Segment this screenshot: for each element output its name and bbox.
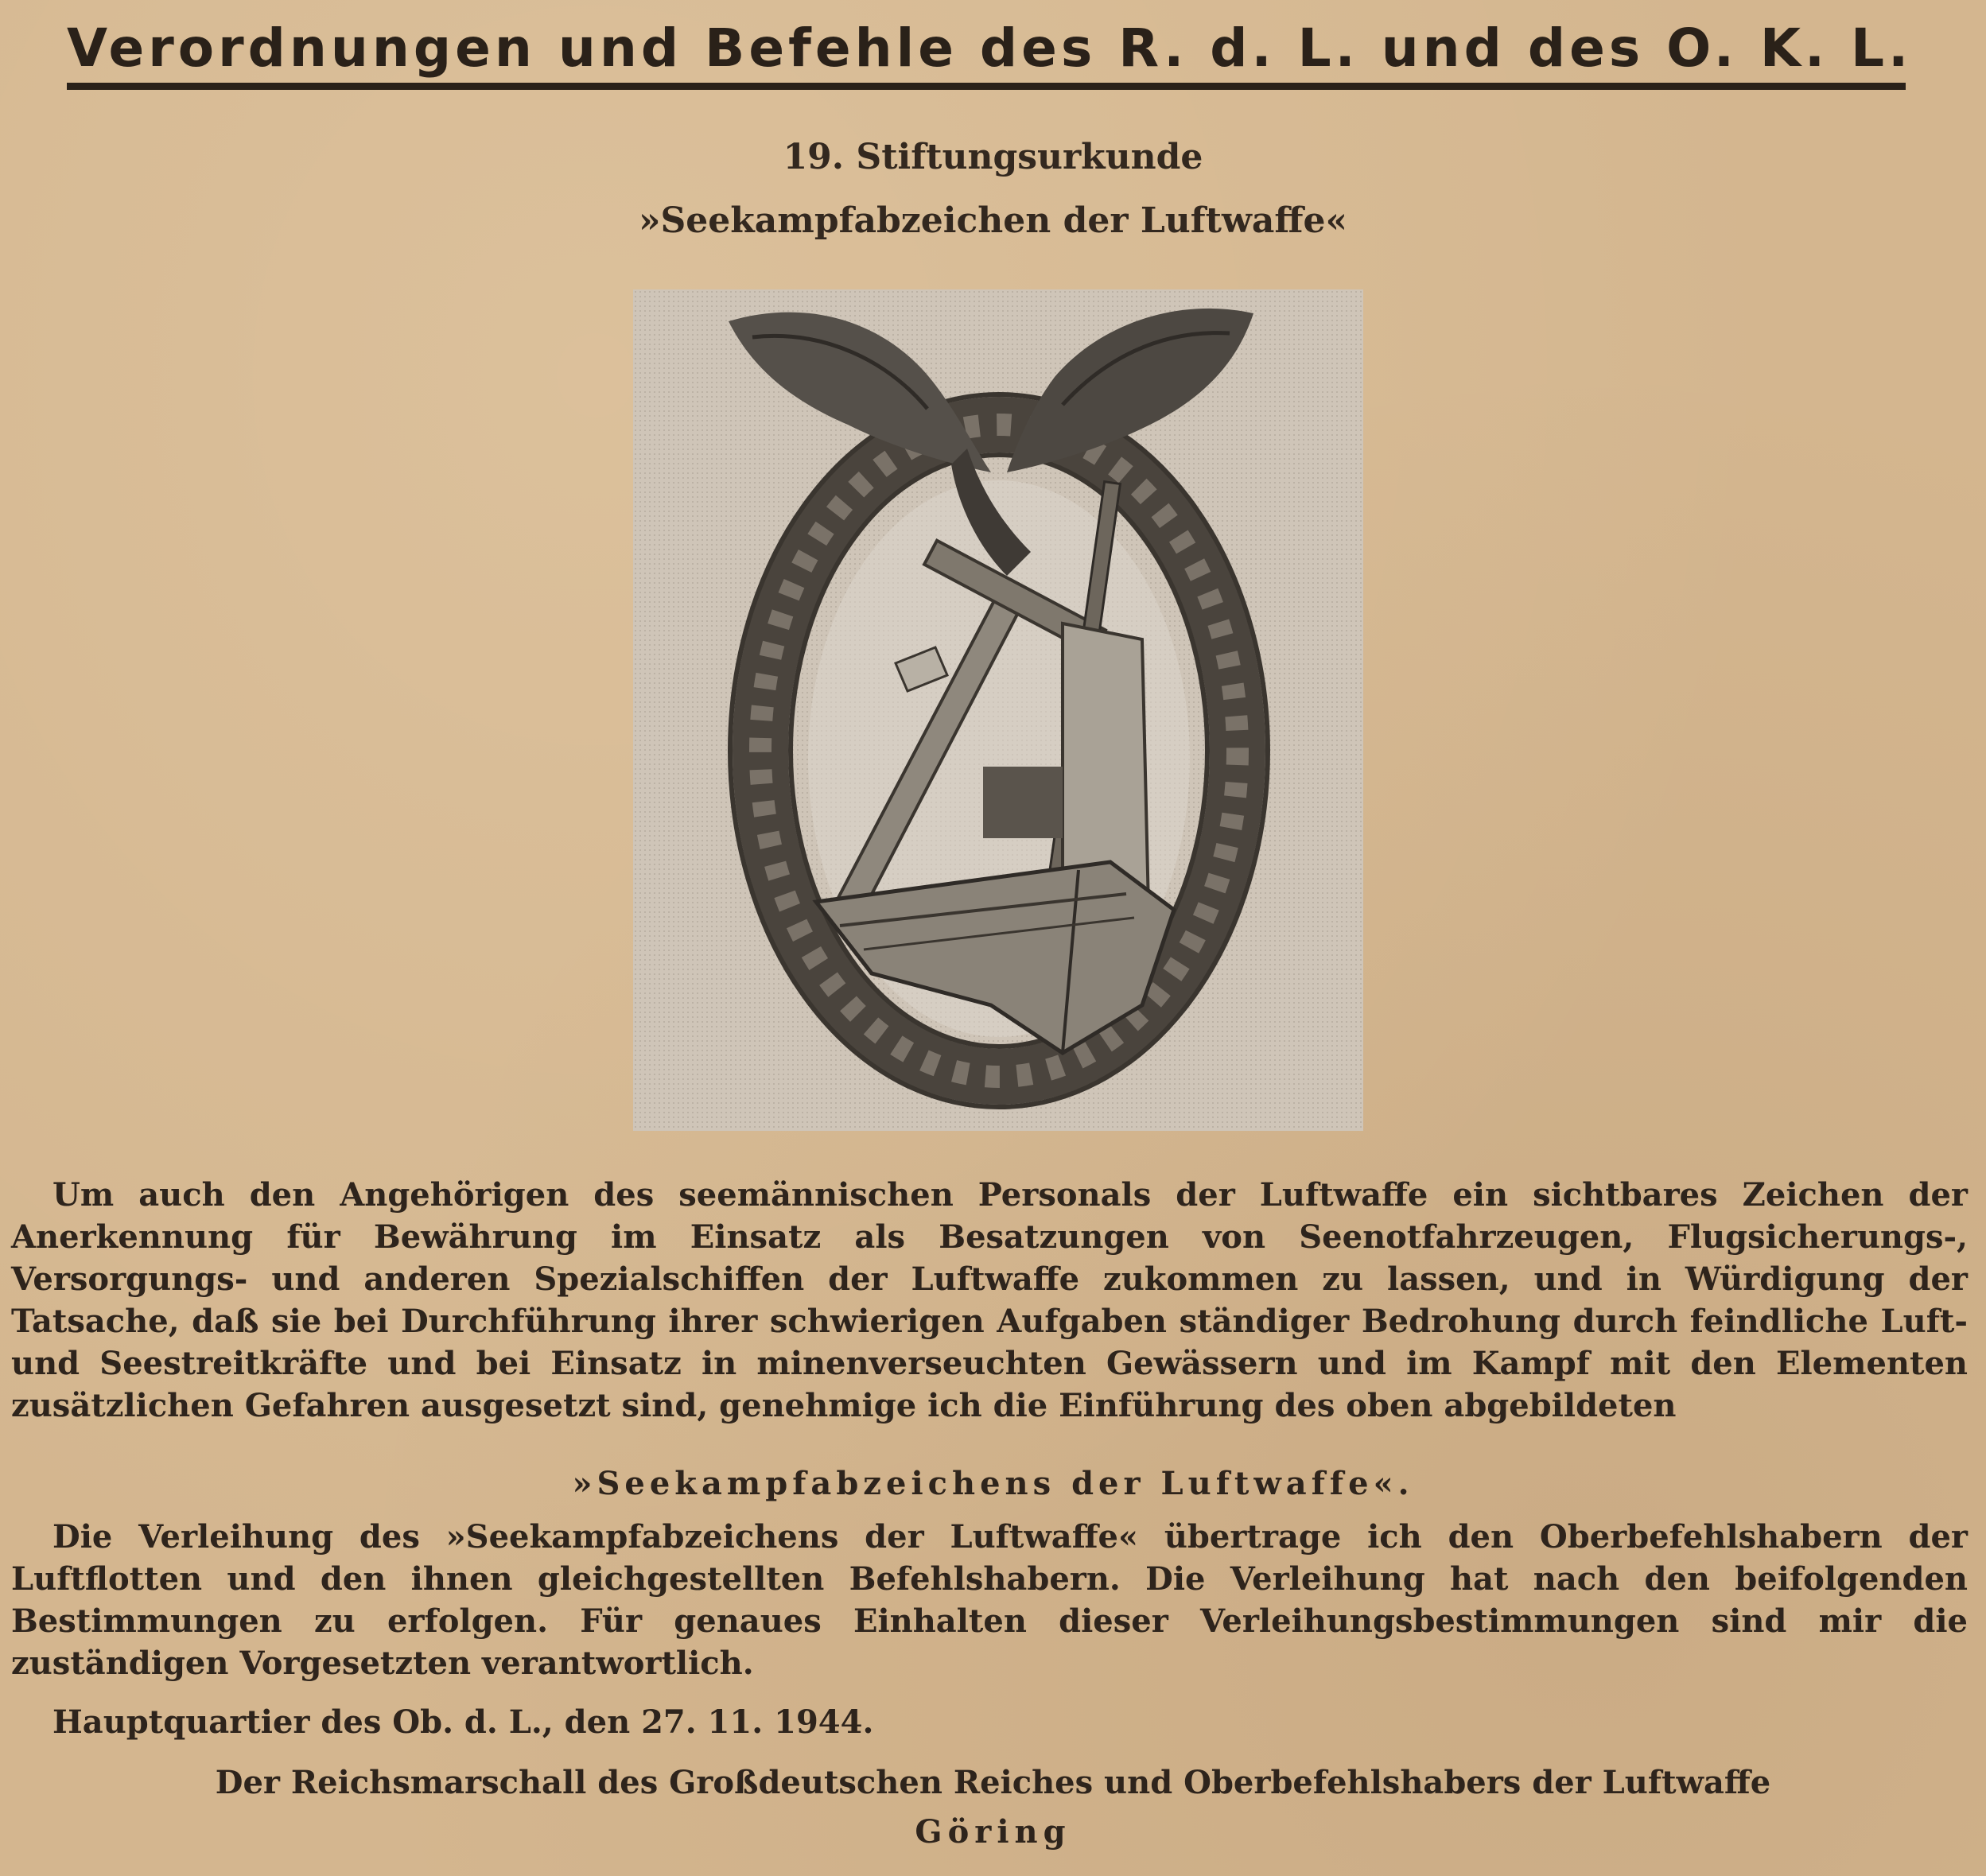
sea-battle-badge-icon xyxy=(633,289,1363,1131)
signer-name: Göring xyxy=(915,1813,1071,1851)
body-paragraph-1: Um auch den Angehörigen des seemännischen Personals der Luftwaffe ein sichtbares Zeichen der Anerkennung für Bewährung im Einsatz als Besatzungen von Seenotfahrzeugen, Flugsicherungs-, Versorgungs- und anderen Spezialschiffen der Luftwaffe zukommen zu lassen, und in Würdigung der Tatsache, daß sie bei Durchführung ihrer schwierigen Aufgaben ständiger Bedrohung durch feindliche Luft- und Seestreitkräfte und bei Einsatz in minenverseuchten Gewässern und im Kampf mit den Elementen zusätzlichen Gefahren ausgesetzt sind, genehmige ich die Einführung des oben abgebildeten xyxy=(11,1176,1968,1424)
badge-name-heading: »Seekampfabzeichen der Luftwaffe« xyxy=(639,200,1347,241)
dateline: Hauptquartier des Ob. d. L., den 27. 11. 1944. xyxy=(52,1703,874,1741)
decree-number-title: 19. Stiftungsurkunde xyxy=(783,137,1203,177)
masthead-title: Verordnungen und Befehle des R. d. L. und des O. K. L. xyxy=(67,17,1913,79)
signer-title: Der Reichsmarschall des Großdeutschen Reiches und Oberbefehlshabers der Luftwaffe xyxy=(215,1764,1771,1801)
body-centered-line: »Seekampfabzeichens der Luftwaffe«. xyxy=(572,1465,1414,1502)
badge-photo xyxy=(633,289,1363,1131)
masthead-rule xyxy=(67,83,1906,90)
body-paragraph-2: Die Verleihung des »Seekampfabzeichens der Luftwaffe« übertrage ich den Oberbefehlshabern der Luftflotten und den ihnen gleichgestellten Befehlshabern. Die Verleihung hat nach den beifolgenden Bestimmungen zu erfolgen. Für genaues Einhalten dieser Verleihungsbestimmungen sind mir die zuständigen Vorgesetzten verantwortlich. xyxy=(11,1518,1968,1682)
